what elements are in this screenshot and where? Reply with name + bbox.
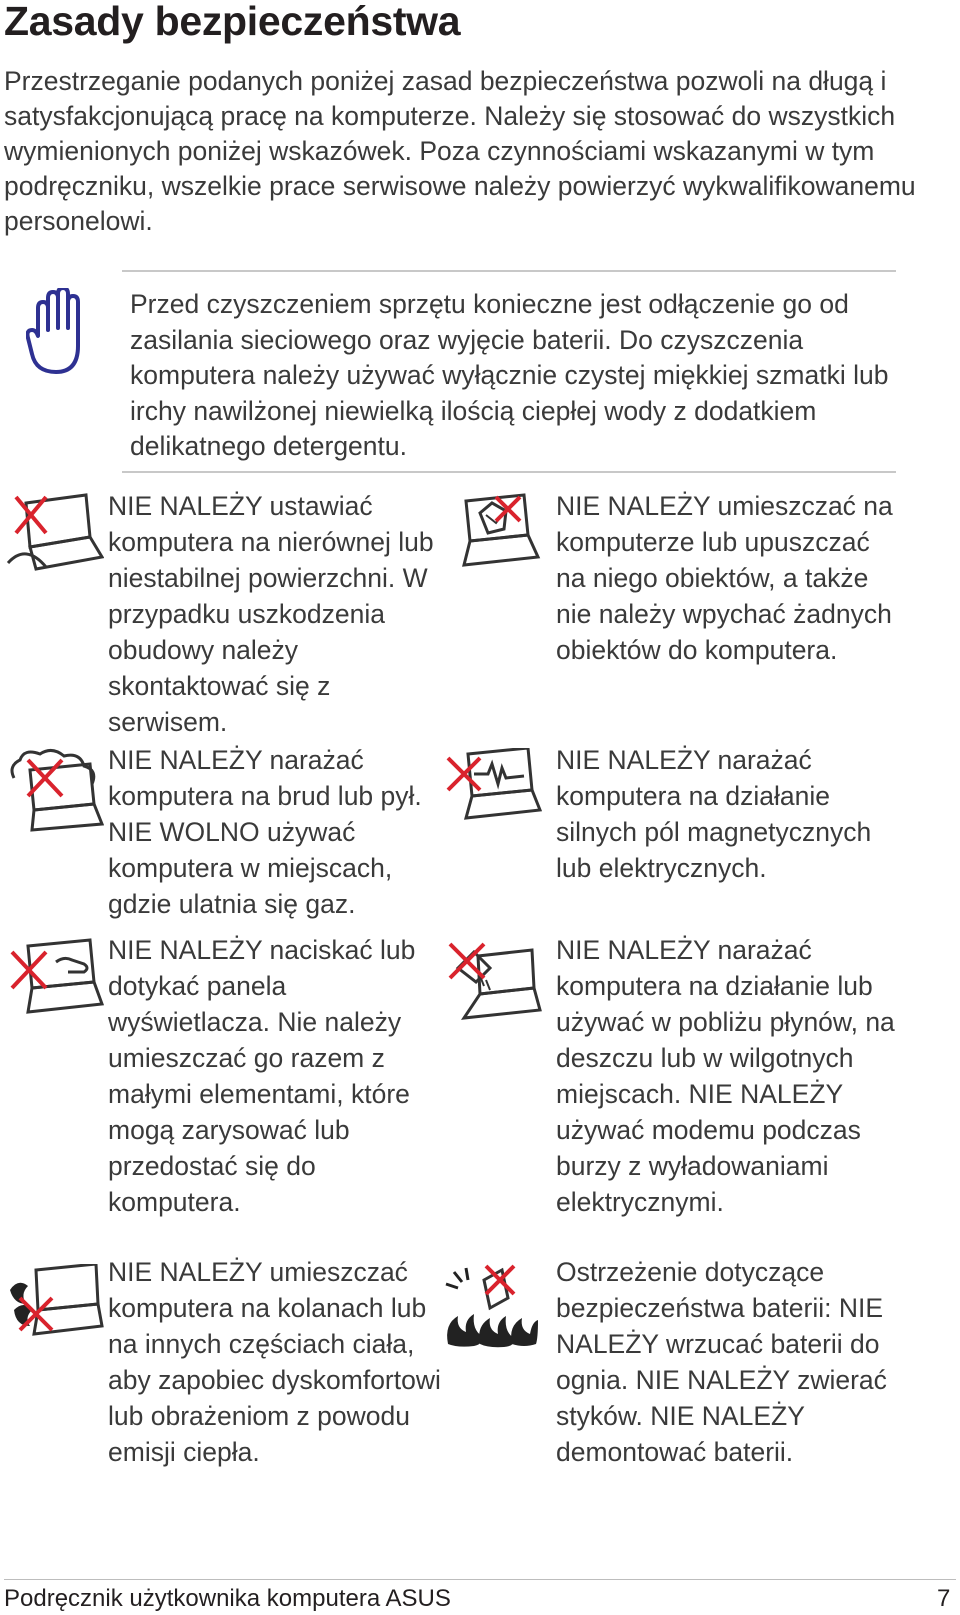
objects-on-laptop-icon — [444, 493, 542, 577]
warning-liquid: NIE NALEŻY narażać komputera na działanie lub używać w pobliżu płynów, na deszczu lub w wilgotnych miejscach. NIE NALEŻY używać modemu podczas burzy z wyładowaniami elektrycznymi. — [556, 935, 895, 1217]
warning-lap-heat: NIE NALEŻY umieszczać komputera na kolanach lub na innych częściach ciała, aby zapobiec dyskomfortowi lub obrażeniom z powodu emisji ciepła. — [108, 1257, 441, 1467]
note-divider-top — [122, 270, 896, 272]
warning-dust: NIE NALEŻY narażać komputera na brud lub pył. NIE WOLNO używać komputera w miejscach, gdzie ulatnia się gaz. — [108, 745, 422, 919]
magnetic-field-icon — [444, 748, 542, 832]
intro-paragraph: Przestrzeganie podanych poniżej zasad bezpieczeństwa pozwoli na długą i satysfakcjonującą pracę na komputerze. Należy się stosować do wszystkich wymienionych poniżej wskazówek. Poza czynnościami wskazanymi w tym podręczniku, wszelkie prace serwisowe należy powierzyć wykwalifikowanemu personelowi. — [4, 66, 916, 236]
warning-touch-screen: NIE NALEŻY naciskać lub dotykać panela wyświetlacza. Nie należy umieszczać go razem z małymi elementami, które mogą zarysować lub przedostać się do komputera. — [108, 935, 416, 1217]
hand-stop-icon — [26, 288, 86, 376]
warning-magnetic: NIE NALEŻY narażać komputera na działanie silnych pól magnetycznych lub elektrycznych. — [556, 745, 872, 883]
page-number: 7 — [937, 1585, 951, 1612]
note-divider-bottom — [122, 471, 896, 473]
lap-heat-icon — [6, 1264, 104, 1348]
cleaning-note: Przed czyszczeniem sprzętu konieczne jest odłączenie go od zasilania sieciowego oraz wyjęcie baterii. Do czyszczenia komputera należy używać wyłącznie czystej miękkiej szmatki lub irchy nawilżonej niewielką ilością ciepłej wody z dodatkiem delikatnego detergentu. — [130, 289, 889, 461]
liquid-icon — [444, 938, 542, 1022]
dust-icon — [6, 748, 104, 832]
footer-title: Podręcznik użytkownika komputera ASUS — [4, 1585, 451, 1612]
battery-fire-icon — [444, 1264, 542, 1348]
page-title: Zasady bezpieczeństwa — [4, 0, 461, 44]
uneven-surface-icon — [6, 493, 104, 577]
warning-battery: Ostrzeżenie dotyczące bezpieczeństwa baterii: NIE NALEŻY wrzucać baterii do ognia. NIE NALEŻY zwierać styków. NIE NALEŻY demontować baterii. — [556, 1257, 887, 1467]
touch-screen-icon — [6, 938, 104, 1022]
warning-objects: NIE NALEŻY umieszczać na komputerze lub upuszczać na niego obiektów, a także nie należy wpychać żadnych obiektów do komputera. — [556, 491, 893, 665]
warning-uneven-surface: NIE NALEŻY ustawiać komputera na nierównej lub niestabilnej powierzchni. W przypadku uszkodzenia obudowy należy skontaktować się z serwisem. — [108, 491, 434, 737]
footer-divider — [4, 1579, 956, 1580]
